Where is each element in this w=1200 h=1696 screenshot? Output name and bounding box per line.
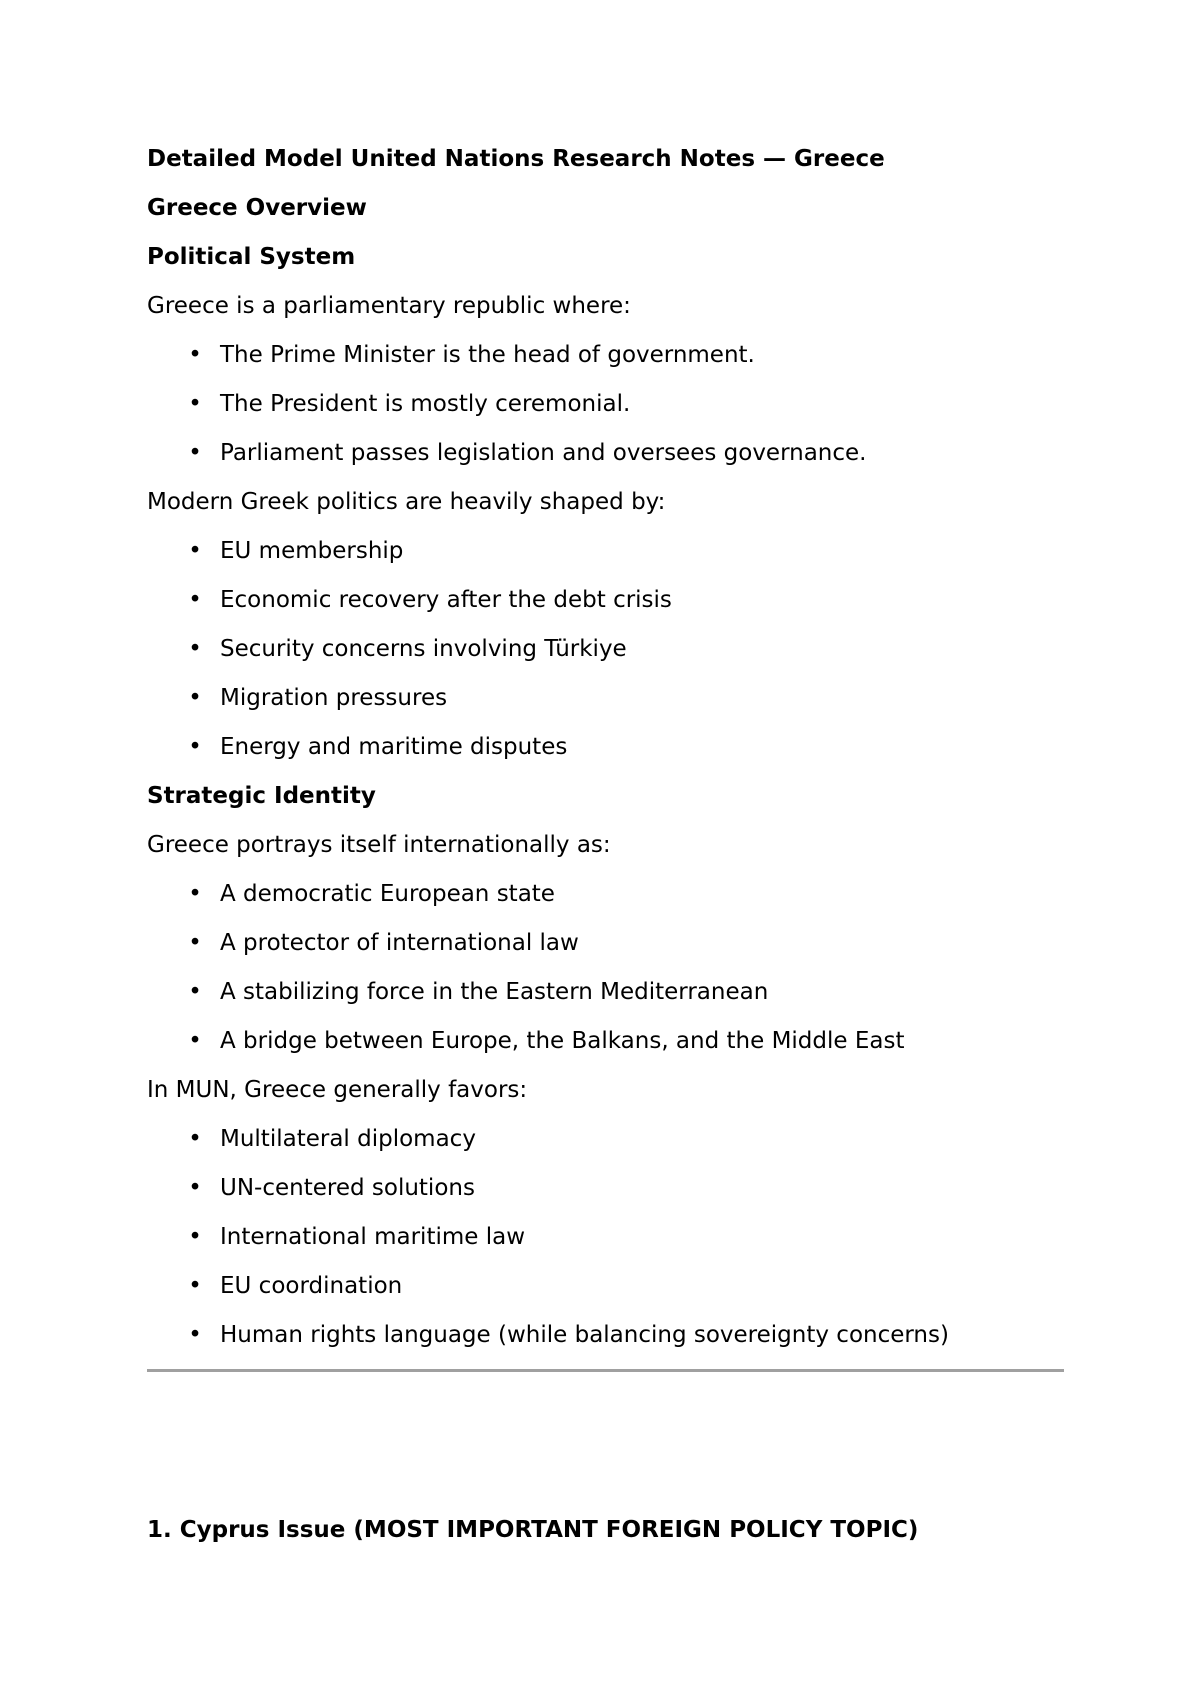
strategic-identity-heading: Strategic Identity (147, 783, 376, 809)
list-item-text: A stabilizing force in the Eastern Mediterranean (220, 979, 769, 1005)
bullet-icon: • (188, 538, 202, 564)
bullet-icon: • (188, 930, 202, 956)
list-item-text: EU membership (220, 538, 404, 564)
list-item-text: UN-centered solutions (220, 1175, 475, 1201)
horizontal-divider (147, 1369, 1064, 1372)
list-item-text: A bridge between Europe, the Balkans, and the Middle East (220, 1028, 905, 1054)
bullet-icon: • (188, 587, 202, 613)
bullet-icon: • (188, 1224, 202, 1250)
politics-shaped-intro: Modern Greek politics are heavily shaped by: (147, 489, 666, 515)
bullet-icon: • (188, 440, 202, 466)
bullet-icon: • (188, 1322, 202, 1348)
list-item-text: Human rights language (while balancing sovereignty concerns) (220, 1322, 949, 1348)
bullet-icon: • (188, 636, 202, 662)
bullet-icon: • (188, 1126, 202, 1152)
bullet-icon: • (188, 979, 202, 1005)
list-item-text: The President is mostly ceremonial. (220, 391, 631, 417)
list-item-text: A democratic European state (220, 881, 555, 907)
document-page (147, 0, 1067, 1696)
bullet-icon: • (188, 881, 202, 907)
list-item-text: Economic recovery after the debt crisis (220, 587, 672, 613)
bullet-icon: • (188, 734, 202, 760)
list-item-text: EU coordination (220, 1273, 403, 1299)
political-system-heading: Political System (147, 244, 356, 270)
strategic-identity-intro: Greece portrays itself internationally as: (147, 832, 611, 858)
mun-favors-intro: In MUN, Greece generally favors: (147, 1077, 528, 1103)
bullet-icon: • (188, 342, 202, 368)
list-item-text: Multilateral diplomacy (220, 1126, 476, 1152)
list-item-text: Security concerns involving Türkiye (220, 636, 627, 662)
section-1-heading: 1. Cyprus Issue (MOST IMPORTANT FOREIGN POLICY TOPIC) (147, 1517, 919, 1543)
bullet-icon: • (188, 1028, 202, 1054)
document-title: Detailed Model United Nations Research Notes — Greece (147, 146, 885, 172)
list-item-text: International maritime law (220, 1224, 526, 1250)
bullet-icon: • (188, 685, 202, 711)
overview-heading: Greece Overview (147, 195, 367, 221)
bullet-icon: • (188, 1175, 202, 1201)
list-item-text: Migration pressures (220, 685, 448, 711)
list-item-text: The Prime Minister is the head of government. (220, 342, 755, 368)
political-system-intro: Greece is a parliamentary republic where: (147, 293, 631, 319)
list-item-text: Parliament passes legislation and oversees governance. (220, 440, 867, 466)
list-item-text: Energy and maritime disputes (220, 734, 568, 760)
list-item-text: A protector of international law (220, 930, 579, 956)
bullet-icon: • (188, 1273, 202, 1299)
bullet-icon: • (188, 391, 202, 417)
